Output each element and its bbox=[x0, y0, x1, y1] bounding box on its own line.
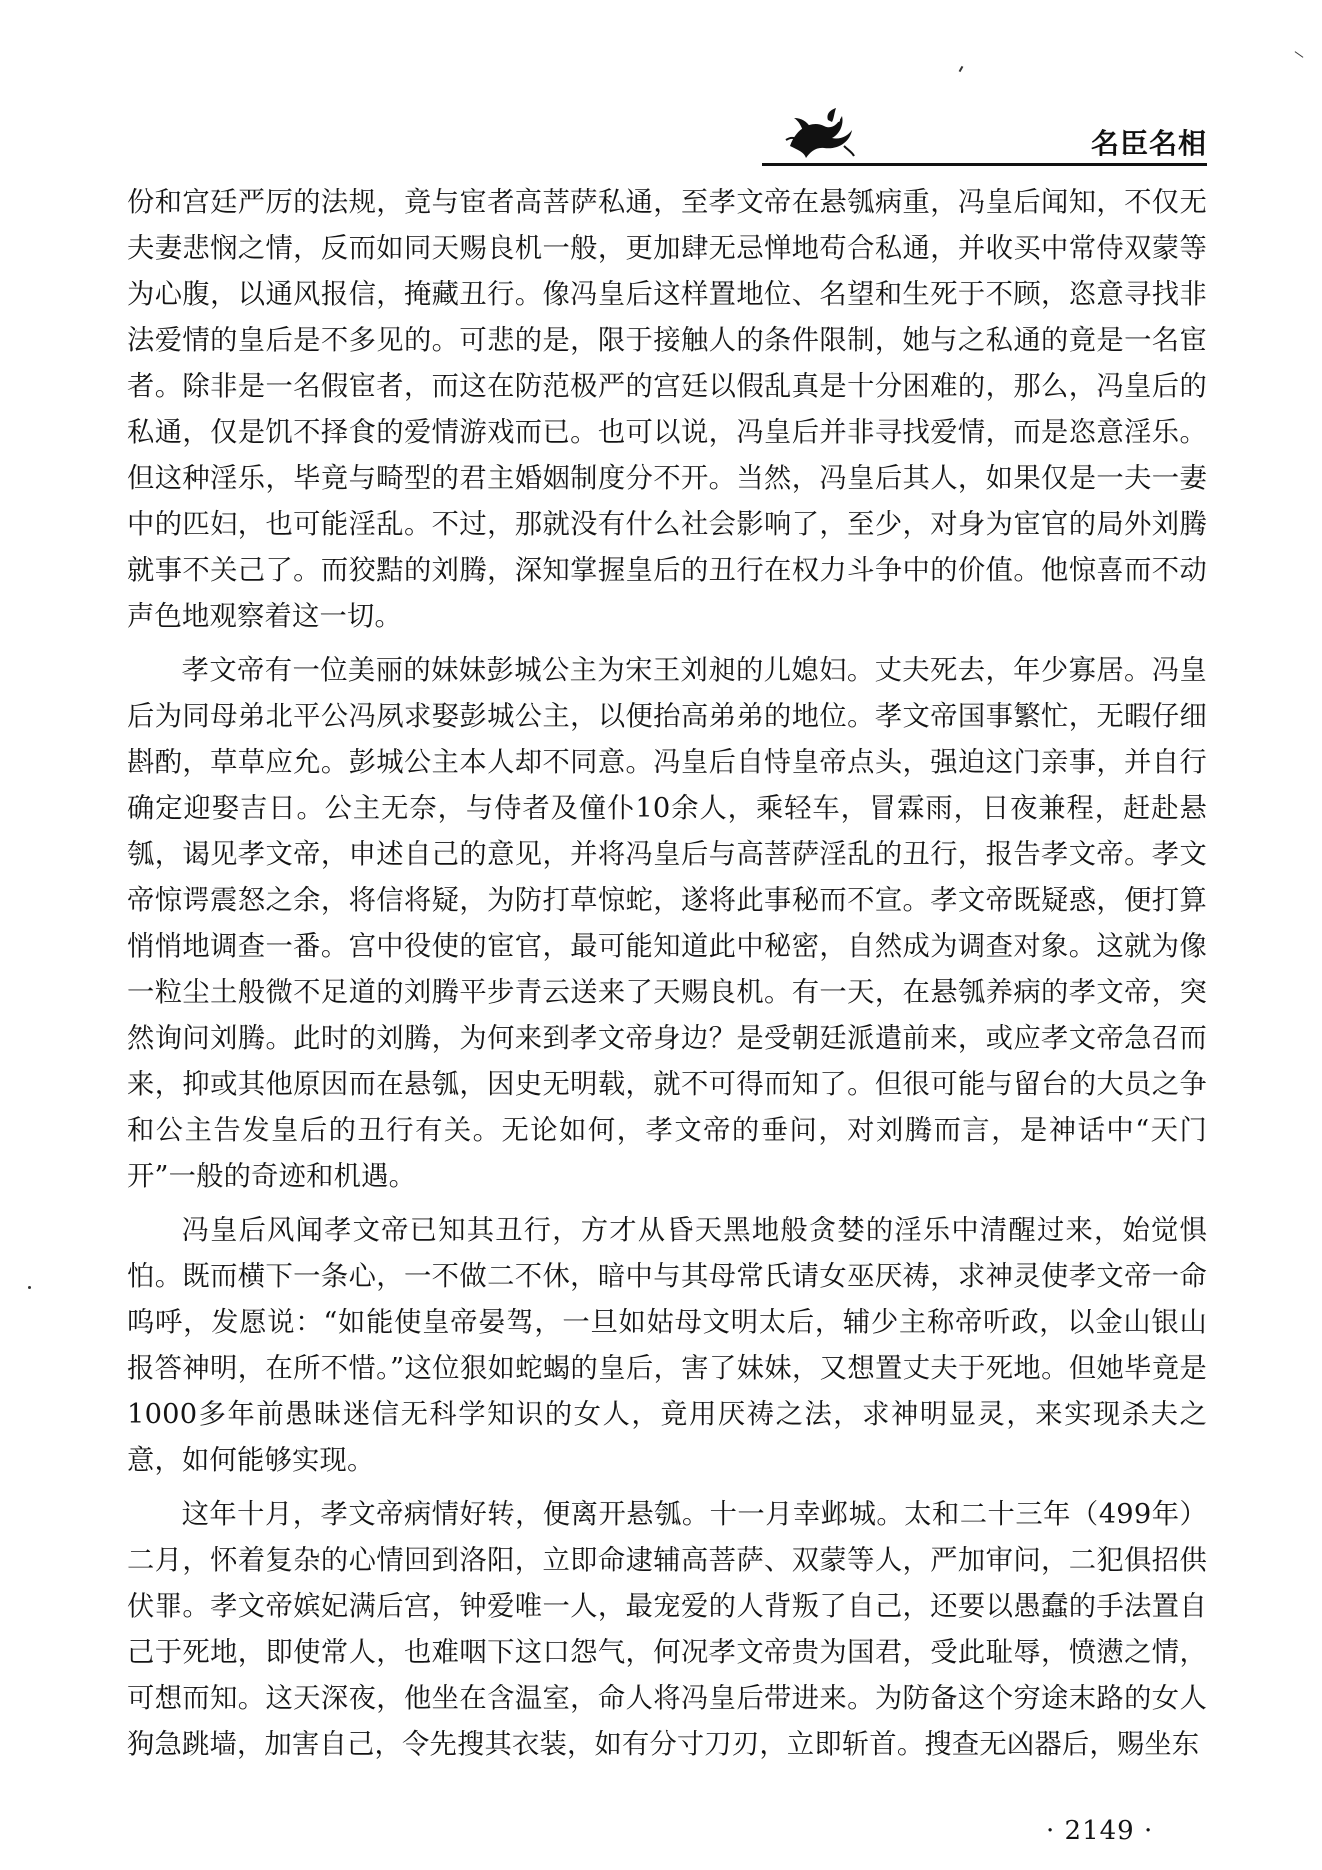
page-number: · 2149 · bbox=[1046, 1816, 1154, 1846]
paragraph-1: 份和宫廷严厉的法规，竟与宦者高菩萨私通，至孝文帝在悬瓠病重，冯皇后闻知，不仅无夫妻悲悯之情，反而如同天赐良机一般，更加肆无忌惮地苟合私通，并收买中常侍双蒙等为心腹，以通风报信，掩藏丑行。像冯皇后这样置地位、名望和生死于不顾，恣意寻找非法爱情的皇后是不多见的。可悲的是，限于接触人的条件限制，她与之私通的竟是一名宦者。除非是一名假宦者，而这在防范极严的宫廷以假乱真是十分困难的，那么，冯皇后的私通，仅是饥不择食的爱情游戏而已。也可以说，冯皇后并非寻找爱情，而是恣意淫乐。但这种淫乐，毕竟与畸型的君主婚姻制度分不开。当然，冯皇后其人，如果仅是一夫一妻中的匹妇，也可能淫乱。不过，那就没有什么社会影响了，至少，对身为宦官的局外刘腾就事不关己了。而狡黠的刘腾，深知掌握皇后的丑行在权力斗争中的价值。他惊喜而不动声色地观察着这一切。 bbox=[127, 187, 1207, 632]
paragraph-3: 冯皇后风闻孝文帝已知其丑行，方才从昏天黑地般贪婪的淫乐中清醒过来，始觉惧怕。既而横下一条心，一不做二不休，暗中与其母常氏请女巫厌祷，求神灵使孝文帝一命呜呼，发愿说：“如能使皇帝晏驾，一旦如姑母文明太后，辅少主称帝听政，以金山银山报答神明，在所不惜。”这位狠如蛇蝎的皇后，害了妹妹，又想置丈夫于死地。但她毕竟是1000多年前愚昧迷信无科学知识的女人，竟用厌祷之法，求神明显灵，来实现杀夫之意，如何能够实现。 bbox=[127, 1215, 1207, 1476]
running-header bbox=[762, 100, 1207, 166]
header-divider bbox=[762, 163, 1207, 166]
paragraph-2: 孝文帝有一位美丽的妹妹彭城公主为宋王刘昶的儿媳妇。丈夫死去，年少寡居。冯皇后为同母弟北平公冯夙求娶彭城公主，以便抬高弟弟的地位。孝文帝国事繁忙，无暇仔细斟酌，草草应允。彭城公主本人却不同意。冯皇后自恃皇帝点头，强迫这门亲事，并自行确定迎娶吉日。公主无奈，与侍者及僮仆10余人，乘轻车，冒霖雨，日夜兼程，赶赴悬瓠，谒见孝文帝，申述自己的意见，并将冯皇后与高菩萨淫乱的丑行，报告孝文帝。孝文帝惊谔震怒之余，将信将疑，为防打草惊蛇，遂将此事秘而不宣。孝文帝既疑惑，便打算悄悄地调查一番。宫中役使的宦官，最可能知道此中秘密，自然成为调查对象。这就为像一粒尘土般微不足道的刘腾平步青云送来了天赐良机。有一天，在悬瓠养病的孝文帝，突然询问刘腾。此时的刘腾，为何来到孝文帝身边？是受朝廷派遣前来，或应孝文帝急召而来，抑或其他原因而在悬瓠，因史无明载，就不可得而知了。但很可能与留台的大员之争和公主告发皇后的丑行有关。无论如何，孝文帝的垂问，对刘腾而言，是神话中“天门开”一般的奇迹和机遇。 bbox=[127, 655, 1207, 1192]
scan-speck bbox=[1295, 51, 1304, 58]
section-title: 名臣名相 bbox=[1090, 127, 1207, 160]
scan-speck bbox=[28, 1286, 31, 1289]
article-body bbox=[127, 180, 1207, 1768]
paragraph-4: 这年十月，孝文帝病情好转，便离开悬瓠。十一月幸邺城。太和二十三年（499年）二月，怀着复杂的心情回到洛阳，立即命逮辅高菩萨、双蒙等人，严加审问，二犯俱招供伏罪。孝文帝嫔妃满后宫，钟爱唯一人，最宠爱的人背叛了自己，还要以愚蠢的手法置自己于死地，即使常人，也难咽下这口怨气，何况孝文帝贵为国君，受此耻辱，愤懑之情，可想而知。这天深夜，他坐在含温室，命人将冯皇后带进来。为防备这个穷途末路的女人狗急跳墙，加害自己，令先搜其衣装，如有分寸刀刃，立即斩首。搜查无凶器后，赐坐东 bbox=[127, 1499, 1207, 1760]
scan-speck bbox=[959, 66, 964, 72]
dragon-emblem-icon bbox=[782, 106, 856, 160]
